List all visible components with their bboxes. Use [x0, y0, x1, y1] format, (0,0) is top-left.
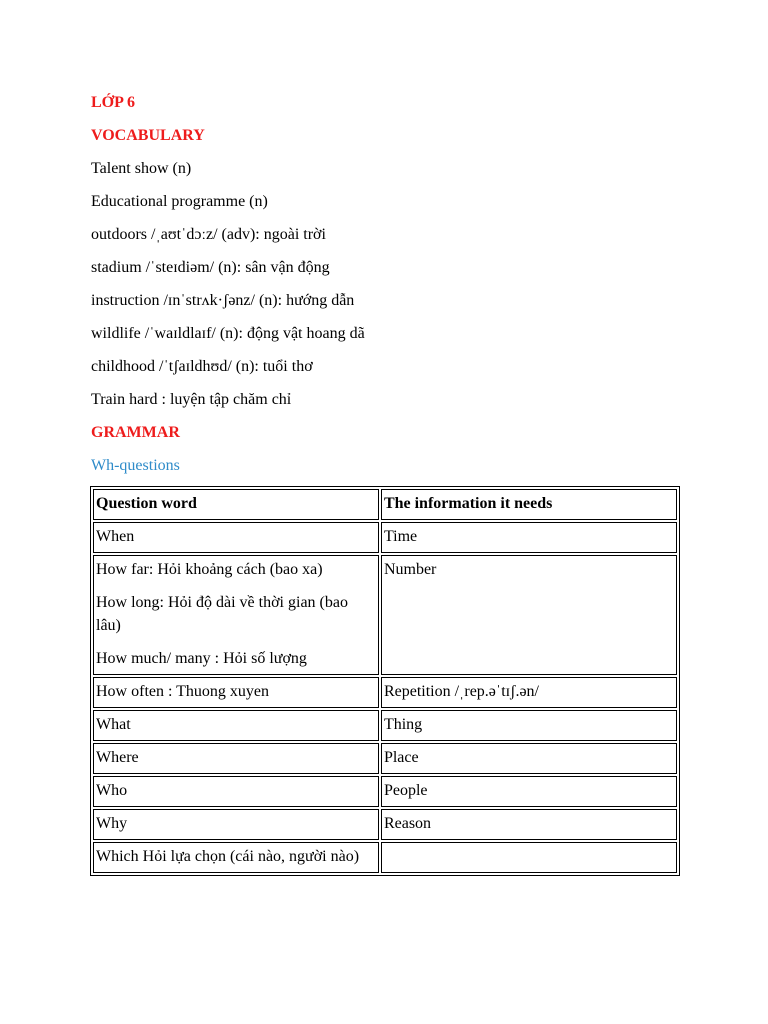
- question-word-text: How long: Hỏi độ dài về thời gian (bao lâu): [96, 594, 348, 634]
- question-word-text: How often : Thuong xuyen: [96, 683, 270, 700]
- question-word-cell: [93, 809, 379, 840]
- vocabulary-item: wildlife /ˈwaɪldlaɪf/ (n): động vật hoang dã: [91, 325, 365, 342]
- vocabulary-item: outdoors /ˌaʊtˈdɔːz/ (adv): ngoài trời: [91, 226, 326, 243]
- question-word-text: When: [96, 528, 135, 545]
- table-row: [93, 809, 677, 840]
- question-word-cell: [93, 677, 379, 708]
- table-row: [93, 522, 677, 553]
- wh-questions-table: [90, 486, 680, 876]
- information-cell: [381, 842, 677, 873]
- header-question-word: Question word: [93, 489, 379, 520]
- vocabulary-item: Train hard : luyện tập chăm chỉ: [91, 391, 292, 408]
- table-row: [93, 776, 677, 807]
- table-row: [93, 555, 677, 675]
- question-word-text: Why: [96, 815, 128, 832]
- question-word-cell: [93, 776, 379, 807]
- question-word-text: What: [96, 716, 131, 733]
- question-word-text: How far: Hỏi khoảng cách (bao xa): [96, 561, 323, 578]
- vocabulary-heading: VOCABULARY: [91, 127, 205, 144]
- information-cell: Time: [381, 522, 677, 553]
- information-cell: Number: [381, 555, 677, 675]
- class-title: LỚP 6: [91, 94, 136, 111]
- wh-questions-subheading: Wh-questions: [91, 457, 180, 474]
- question-word-cell: [93, 842, 379, 873]
- question-word-text: Where: [96, 749, 139, 766]
- table-row: [93, 677, 677, 708]
- question-word-cell: [93, 555, 379, 675]
- grammar-heading: GRAMMAR: [91, 424, 180, 441]
- question-word-cell: [93, 743, 379, 774]
- vocabulary-item: stadium /ˈsteɪdiəm/ (n): sân vận động: [91, 259, 330, 276]
- table-header-row: [93, 489, 677, 520]
- vocabulary-item: childhood /ˈtʃaɪldhʊd/ (n): tuổi thơ: [91, 358, 313, 375]
- header-information: The information it needs: [381, 489, 677, 520]
- table-row: [93, 842, 677, 873]
- table-row: [93, 710, 677, 741]
- information-cell: Reason: [381, 809, 677, 840]
- information-cell: Thing: [381, 710, 677, 741]
- vocabulary-item: instruction /ɪnˈstrʌk·ʃənz/ (n): hướng dẫn: [91, 292, 355, 309]
- question-word-cell: [93, 522, 379, 553]
- information-cell: Repetition /ˌrep.əˈtɪʃ.ən/: [381, 677, 677, 708]
- information-cell: Place: [381, 743, 677, 774]
- document-body: [91, 91, 681, 487]
- vocabulary-item: Educational programme (n): [91, 193, 268, 210]
- question-word-text: How much/ many : Hỏi số lượng: [96, 650, 307, 667]
- table-row: [93, 743, 677, 774]
- question-word-text: Which Hỏi lựa chọn (cái nào, người nào): [96, 848, 360, 865]
- information-cell: People: [381, 776, 677, 807]
- question-word-cell: [93, 710, 379, 741]
- vocabulary-item: Talent show (n): [91, 160, 192, 177]
- question-word-text: Who: [96, 782, 128, 799]
